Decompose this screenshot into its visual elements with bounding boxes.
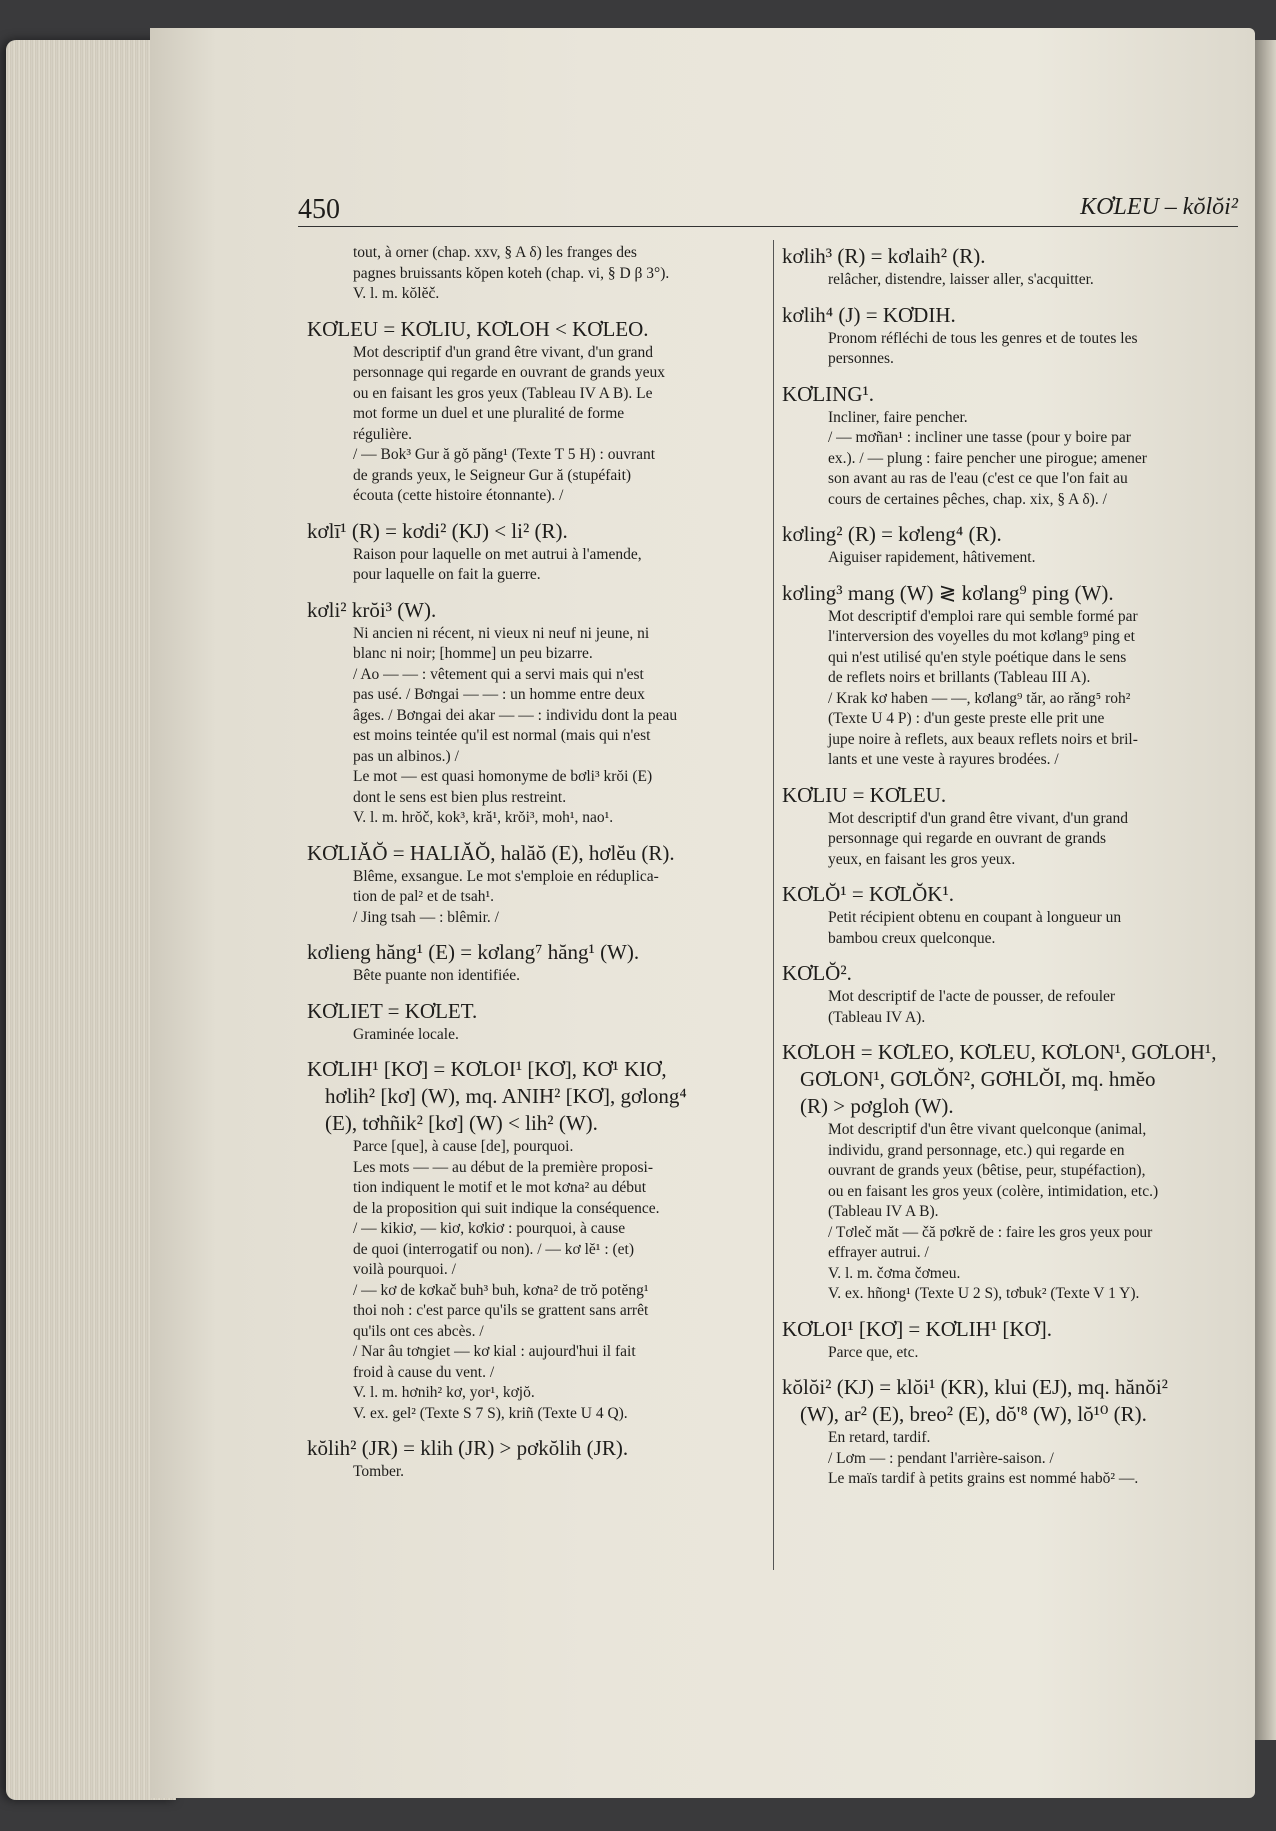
entry-headword: kŏlih² (JR) = klih (JR) > pơkŏlih (JR). <box>307 1436 629 1460</box>
dictionary-entry <box>782 1039 1235 1305</box>
entry-headword: kơlieng hăng¹ (E) = kơlang⁷ hăng¹ (W). <box>307 940 640 964</box>
entry-headword: KƠLŎ¹ = KƠLŎK¹. <box>782 882 954 906</box>
entry-line: ou en faisant les gros yeux (colère, intimidation, etc.) <box>828 1182 1159 1200</box>
entry-line: En retard, tardif. <box>828 1429 931 1446</box>
entry-line: cours de certaines pêches, chap. xix, § A δ). / <box>828 490 1107 508</box>
entry-line: qu'ils ont ces abcès. / <box>353 1322 484 1340</box>
dictionary-entry <box>307 1435 755 1483</box>
entry-line: yeux, en faisant les gros yeux. <box>828 850 1016 868</box>
dictionary-entry <box>307 316 755 507</box>
dictionary-entry <box>782 960 1235 1028</box>
entry-headword: kơling² (R) = kơleng⁴ (R). <box>782 522 1002 546</box>
entry-headword: KƠLIET = KƠLET. <box>307 998 478 1023</box>
dictionary-entry <box>782 381 1235 511</box>
entry-line: Mot descriptif de l'acte de pousser, de refouler <box>828 988 1116 1005</box>
dictionary-entry <box>782 243 1235 291</box>
entry-line: est moins teintée qu'il est normal (mais qui n'est <box>353 727 651 744</box>
entry-line: âges. / Bơngai dei akar — — : individu dont la peau <box>353 706 678 724</box>
entry-headword: KƠLIU = KƠLEU. <box>782 782 947 807</box>
entry-line: l'interversion des voyelles du mot kơlang⁹ ping et <box>828 628 1135 645</box>
entry-line: personnage qui regarde en ouvrant de grands <box>828 830 1107 847</box>
entry-line: Parce que, etc. <box>828 1343 919 1361</box>
entry-line: tion de pal² et de tsah¹. <box>353 888 495 905</box>
entry-line: mot forme un duel et une pluralité de forme <box>353 405 625 422</box>
entry-headword: kơlih⁴ (J) = KƠDIH. <box>782 302 956 327</box>
entry-line: relâcher, distendre, laisser aller, s'acquitter. <box>828 271 1094 288</box>
left-column <box>307 243 755 1494</box>
entry-line: Petit récipient obtenu en coupant à longueur un <box>828 909 1122 926</box>
entry-headword-continuation: (R) > pơgloh (W). <box>800 1094 954 1118</box>
dictionary-entry <box>307 840 755 929</box>
entry-headword: KƠLIĂŎ = HALIĂŎ, halăŏ (E), hơlĕu (R). <box>307 840 675 865</box>
right-column <box>782 243 1235 1501</box>
entry-line: Aiguiser rapidement, hâtivement. <box>828 549 1036 566</box>
entry-line: / Ao — — : vêtement qui a servi mais qui n'est <box>353 665 644 683</box>
entry-line: V. l. m. čơma čơmeu. <box>828 1264 961 1282</box>
entry-line: / Tơleč măt — čă pơkrĕ de : faire les gros yeux pour <box>828 1223 1153 1241</box>
entry-line: Incliner, faire pencher. <box>828 408 968 426</box>
entry-headword-continuation: (W), ar² (E), breo² (E), dŏ'⁸ (W), lŏ¹⁰ (R). <box>800 1402 1147 1426</box>
running-head: KƠLEU – kŏlŏi² <box>1080 194 1238 220</box>
entry-line: son avant au ras de l'eau (c'est ce que l'on fait au <box>828 470 1128 487</box>
dictionary-entry <box>307 998 755 1046</box>
entry-line: de quoi (interrogatif ou non). / — kơ lĕ¹ : (et) <box>353 1240 635 1258</box>
entry-line: / Nar âu tơngiet — kơ kial : aujourd'hui il fait <box>353 1343 636 1360</box>
entry-line: voilà pourquoi. / <box>353 1261 456 1278</box>
dictionary-entry <box>782 782 1235 871</box>
dictionary-entry <box>782 1316 1235 1364</box>
dictionary-entry <box>782 521 1235 569</box>
entry-line: de la proposition qui suit indique la conséquence. <box>353 1199 660 1217</box>
entry-line: individu, grand personnage, etc.) qui regarde en <box>828 1141 1125 1159</box>
entry-line: personnes. <box>828 350 894 367</box>
entry-line: pas usé. / Bơngai — — : un homme entre deux <box>353 686 645 703</box>
entry-line: Mot descriptif d'emploi rare qui semble formé par <box>828 607 1138 625</box>
entry-line: Graminée locale. <box>353 1025 459 1043</box>
dictionary-entry <box>782 1374 1235 1490</box>
page-number: 450 <box>298 194 340 225</box>
entry-line: Les mots — — au début de la première proposi- <box>353 1158 654 1176</box>
dictionary-entry <box>782 580 1235 771</box>
entry-line: tion indiquent le motif et le mot kơna² au début <box>353 1179 647 1196</box>
entry-line: V. l. m. hrŏč, kok³, kră¹, krŏi³, moh¹, nao¹. <box>353 809 614 826</box>
entry-line: V. l. m. kŏlĕč. <box>353 285 440 302</box>
entry-line: V. l. m. hơnih² kơ, yor¹, kơjŏ. <box>353 1384 535 1401</box>
entry-headword: KƠLOI¹ [KƠ] = KƠLIH¹ [KƠ]. <box>782 1316 1052 1341</box>
dictionary-entry <box>315 243 755 305</box>
page-header <box>298 194 1238 227</box>
entry-line: Mot descriptif d'un être vivant quelconque (animal, <box>828 1121 1147 1138</box>
entry-line: Mot descriptif d'un grand être vivant, d'un grand <box>828 809 1129 827</box>
entry-line: (Tableau IV A). <box>828 1008 926 1026</box>
dictionary-entry <box>782 302 1235 370</box>
dictionary-entry <box>307 1056 755 1424</box>
dictionary-entry <box>307 939 755 987</box>
entry-line: pour laquelle on fait la guerre. <box>353 566 541 583</box>
entry-line: bambou creux quelconque. <box>828 929 996 947</box>
entry-line: ou en faisant les gros yeux (Tableau IV A B). Le <box>353 384 653 402</box>
entry-line: froid à cause du vent. / <box>353 1363 495 1381</box>
entry-line: / — mơñan¹ : incliner une tasse (pour y boire par <box>828 429 1131 446</box>
entry-line: / Jing tsah — : blêmir. / <box>353 908 499 926</box>
entry-line: / — kikiơ, — kiơ, kơkiơ : pourquoi, à cause <box>353 1220 626 1237</box>
entry-headword-continuation: (E), tơhñik² [kơ] (W) < lih² (W). <box>325 1111 598 1135</box>
entry-line: jupe noire à reflets, aux beaux reflets noirs et bril- <box>828 730 1138 748</box>
entry-line: blanc ni noir; [homme] un peu bizarre. <box>353 645 593 662</box>
entry-headword: kơli² krŏi³ (W). <box>307 597 437 622</box>
entry-headword: KƠLEU = KƠLIU, KƠLOH < KƠLEO. <box>307 316 649 341</box>
entry-headword: kơlih³ (R) = kơlaih² (R). <box>782 244 986 268</box>
entry-headword: kŏlŏi² (KJ) = klŏi¹ (KR), klui (EJ), mq. hănŏi² <box>782 1375 1168 1399</box>
entry-line: personnage qui regarde en ouvrant de grands yeux <box>353 364 666 381</box>
entry-line: (Tableau IV A B). <box>828 1203 939 1220</box>
entry-line: Blême, exsangue. Le mot s'emploie en réduplica- <box>353 867 659 885</box>
entry-headword: KƠLŎ². <box>782 961 852 985</box>
entry-line: lants et une veste à rayures brodées. / <box>828 751 1059 768</box>
dictionary-entry <box>307 518 755 586</box>
entry-headword: kơlī¹ (R) = kơdi² (KJ) < li² (R). <box>307 518 568 543</box>
entry-line: Le maïs tardif à petits grains est nommé habŏ² —. <box>828 1470 1139 1487</box>
entry-headword: KƠLOH = KƠLEO, KƠLEU, KƠLON¹, GƠLOH¹, <box>782 1040 1217 1064</box>
entry-line: ex.). / — plung : faire pencher une pirogue; amener <box>828 449 1147 467</box>
entry-headword: KƠLING¹. <box>782 381 875 406</box>
entry-line: / — kơ de kơkač buh³ buh, kơna² de trŏ potĕng¹ <box>353 1281 649 1299</box>
entry-line: / — Bok³ Gur ă gŏ păng¹ (Texte T 5 H) : ouvrant <box>353 446 656 463</box>
entry-line: Pronom réfléchi de tous les genres et de toutes les <box>828 329 1138 347</box>
entry-headword-continuation: GƠLON¹, GƠLŎN², GƠHLŎI, mq. hmĕo <box>800 1067 1156 1091</box>
entry-line: écouta (cette histoire étonnante). / <box>353 487 564 504</box>
entry-line: (Texte U 4 P) : d'un geste preste elle prit une <box>828 710 1105 727</box>
entry-line: de reflets noirs et brillants (Tableau III A). <box>828 669 1091 686</box>
entry-line: de grands yeux, le Seigneur Gur ă (stupéfait) <box>353 466 632 484</box>
entry-line: ouvrant de grands yeux (bêtise, peur, stupéfaction), <box>828 1162 1146 1179</box>
entry-headword-continuation: hơlih² [kơ] (W), mq. ANIH² [KƠ], gơlong⁴ <box>325 1084 687 1108</box>
entry-line: / Lơm — : pendant l'arrière-saison. / <box>828 1449 1054 1467</box>
entry-line: Bête puante non identifiée. <box>353 967 520 984</box>
entry-line: Le mot — est quasi homonyme de bơli³ krŏi (E) <box>353 768 653 785</box>
dictionary-entry <box>307 597 755 829</box>
dictionary-entry <box>782 881 1235 949</box>
entry-line: V. ex. hñong¹ (Texte U 2 S), tơbuk² (Texte V 1 Y). <box>828 1285 1140 1302</box>
entry-line: dont le sens est bien plus restreint. <box>353 788 567 806</box>
facing-page-edge <box>1255 40 1276 1740</box>
entry-line: Mot descriptif d'un grand être vivant, d'un grand <box>353 343 654 361</box>
entry-line: V. ex. gel² (Texte S 7 S), kriñ (Texte U 4 Q). <box>353 1404 628 1422</box>
entry-line: Parce [que], à cause [de], pourquoi. <box>353 1138 574 1155</box>
entry-headword: KƠLIH¹ [KƠ] = KƠLOI¹ [KƠ], KƠ¹ KIƠ, <box>307 1057 667 1081</box>
entry-line: pas un albinos.) / <box>353 747 459 765</box>
entry-line: tout, à orner (chap. xxv, § A δ) les franges des <box>353 244 637 261</box>
column-divider <box>773 240 774 1570</box>
entry-line: régulière. <box>353 425 412 443</box>
entry-line: effrayer autrui. / <box>828 1244 929 1261</box>
entry-line: Raison pour laquelle on met autrui à l'amende, <box>353 545 642 563</box>
entry-line: / Krak kơ haben — —, kơlang⁹ tăr, ao răng⁵ roh² <box>828 689 1131 707</box>
entry-line: qui n'est utilisé qu'en style poétique dans le sens <box>828 648 1127 666</box>
entry-line: Ni ancien ni récent, ni vieux ni neuf ni jeune, ni <box>353 624 650 642</box>
entry-line: pagnes bruissants kŏpen koteh (chap. vi, § D β 3°). <box>353 264 670 282</box>
entry-line: thoi noh : c'est parce qu'ils se grattent sans arrêt <box>353 1302 649 1319</box>
entry-line: Tomber. <box>353 1463 405 1480</box>
entry-headword: kơling³ mang (W) ≷ kơlang⁹ ping (W). <box>782 580 1114 605</box>
